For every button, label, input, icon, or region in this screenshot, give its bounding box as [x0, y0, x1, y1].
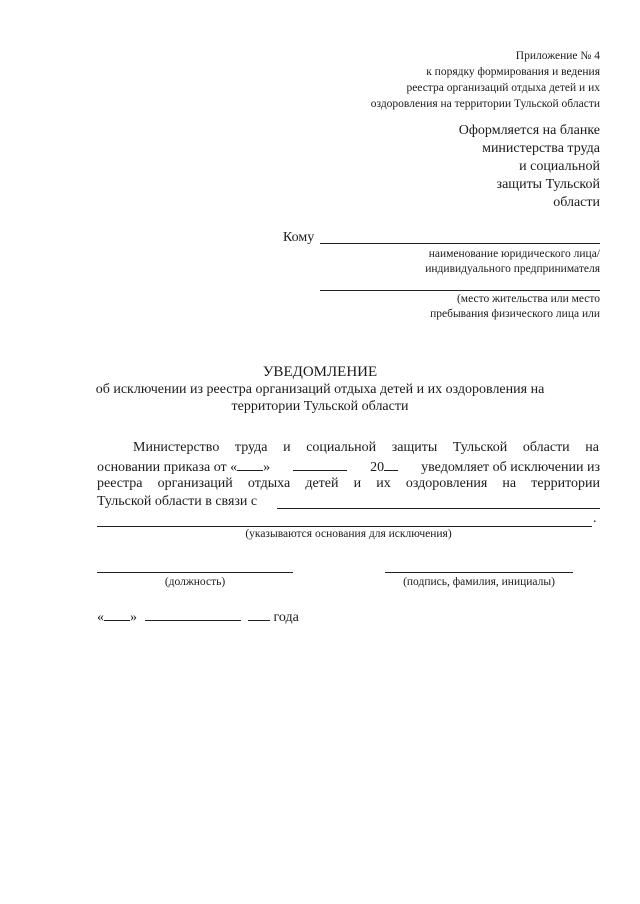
- order-year-field[interactable]: [384, 458, 398, 471]
- position-line[interactable]: [97, 572, 293, 573]
- order-year: 20: [370, 458, 398, 476]
- blank-note-line-3: и социальной: [519, 159, 600, 174]
- blank-note-line-4: защиты Тульской: [496, 177, 600, 192]
- reason-hint: (указываются основания для исключения): [245, 528, 452, 540]
- order-day-field[interactable]: [237, 458, 263, 471]
- blank-note-line-1: Оформляется на бланке: [458, 123, 600, 138]
- document-subtitle-line-1: об исключении из реестра организаций отдыха детей и их оздоровления на: [95, 382, 545, 397]
- blank-note-line-5: области: [553, 195, 600, 210]
- appendix-line-3: реестра организаций отдыха детей и их: [406, 82, 600, 94]
- document-subtitle-line-2: территории Тульской области: [231, 399, 409, 414]
- recipient-hint-2: индивидуального предпринимателя: [425, 263, 600, 275]
- body-line-3: реестра организаций отдыха детей и их оздоровления на территории: [97, 476, 600, 491]
- signature-line[interactable]: [385, 572, 573, 573]
- recipient-hint-1: наименование юридического лица/: [428, 248, 600, 260]
- reason-line-2[interactable]: [97, 526, 592, 527]
- order-month-field[interactable]: [293, 458, 347, 471]
- reason-end-dot: .: [593, 511, 597, 526]
- body-line-2: [97, 458, 600, 476]
- body-line-2-end: уведомляет об исключении из: [421, 460, 600, 475]
- body-line-4: Тульской области в связи с: [97, 494, 258, 509]
- signature-hint: (подпись, фамилия, инициалы): [403, 576, 555, 588]
- date-day-field[interactable]: [104, 608, 130, 621]
- appendix-line-1: Приложение № 4: [515, 50, 600, 62]
- reason-line-1[interactable]: [277, 508, 600, 509]
- recipient-address-line[interactable]: [320, 290, 600, 291]
- recipient-hint-4: пребывания физического лица или: [430, 308, 600, 320]
- body-line-1: Министерство труда и социальной защиты Тульской области на: [133, 440, 599, 455]
- body-line-2-start: основании приказа от « »: [97, 460, 271, 475]
- document-title: УВЕДОМЛЕНИЕ: [262, 364, 378, 380]
- date-line: « » года: [97, 610, 299, 625]
- blank-note-line-2: министерства труда: [482, 141, 600, 156]
- date-year-field[interactable]: [248, 608, 270, 621]
- recipient-hint-3: (место жительства или место: [456, 293, 600, 305]
- recipient-name-line[interactable]: [320, 243, 600, 244]
- date-month-field[interactable]: [145, 608, 241, 621]
- position-hint: (должность): [164, 576, 226, 588]
- recipient-label: Кому: [283, 230, 315, 245]
- appendix-line-4: оздоровления на территории Тульской области: [370, 98, 600, 110]
- appendix-line-2: к порядку формирования и ведения: [426, 66, 600, 78]
- date-year-word: года: [273, 610, 299, 625]
